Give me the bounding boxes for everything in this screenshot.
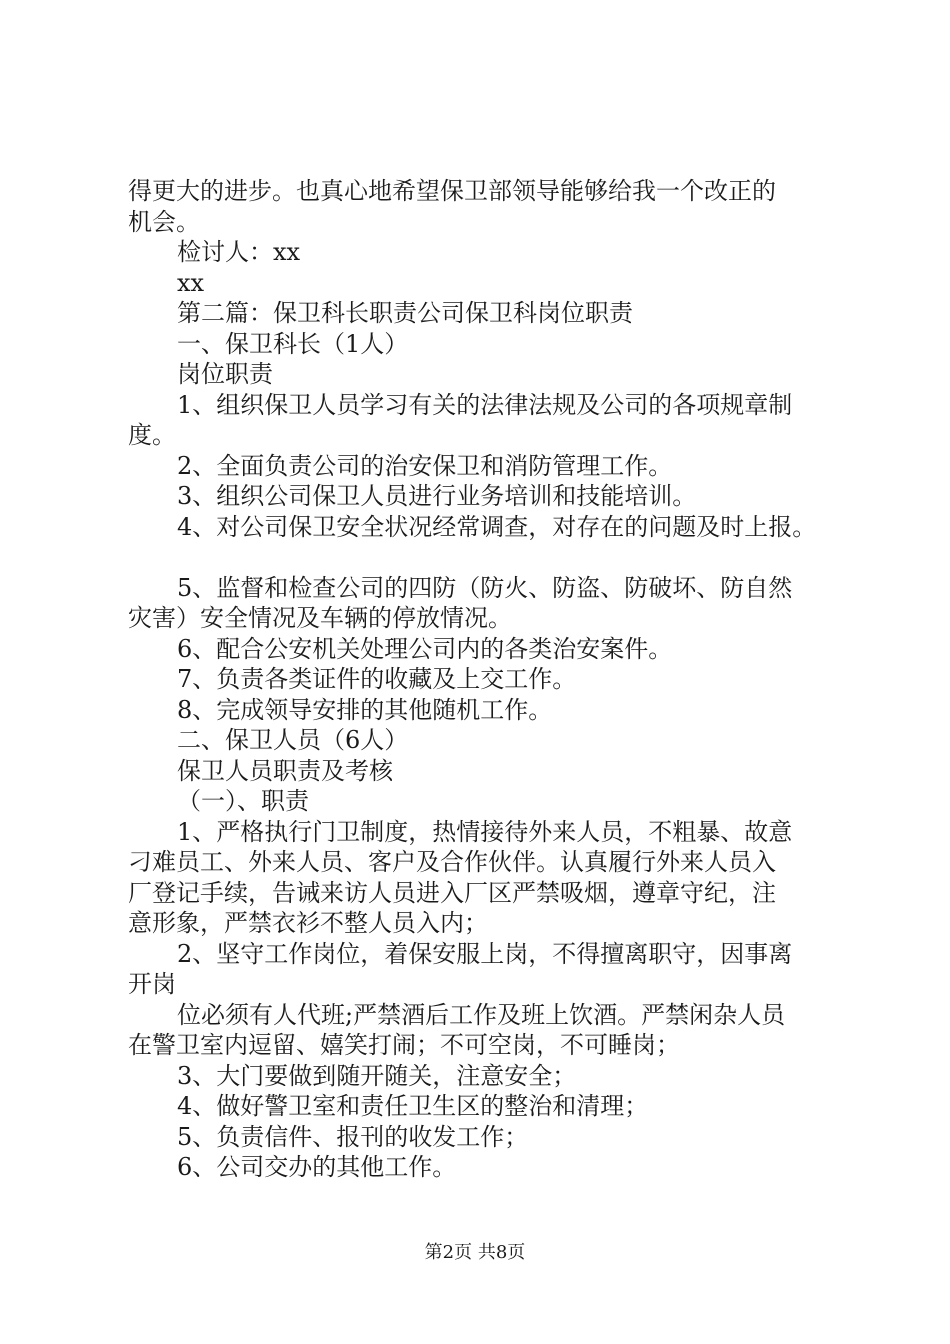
date-line: xx [177,268,205,297]
guard-item-2-cont-1: 开岗 [128,970,176,998]
duty-item-1-cont: 度。 [128,421,176,449]
guard-item-1-cont-2: 厂登记手续，告诫来访人员进入厂区严禁吸烟，遵章守纪，注 [128,878,776,907]
guard-item-3: 3、大门要做到随开随关，注意安全； [177,1061,577,1090]
guard-item-6: 6、公司交办的其他工作。 [177,1153,457,1181]
duty-item-5: 5、监督和检查公司的四防（防火、防盗、防破坏、防自然 [177,573,793,602]
guard-item-2: 2、坚守工作岗位，着保安服上岗，不得擅离职守，因事离 [177,939,793,968]
duty-item-7: 7、负责各类证件的收藏及上交工作。 [177,665,577,693]
guard-item-1-cont-1: 刁难员工、外来人员、客户及合作伙伴。认真履行外来人员入 [128,848,776,876]
guard-item-1: 1、严格执行门卫制度，热情接待外来人员，不粗暴、故意 [177,817,793,846]
signature-line: 检讨人：xx [177,238,301,266]
section-title: 第二篇：保卫科长职责公司保卫科岗位职责 [177,299,633,327]
text-line-2: 机会。 [128,207,200,236]
heading-guards: 二、保卫人员（6人） [177,726,409,754]
blank-line [128,542,838,573]
duty-item-2: 2、全面负责公司的治安保卫和消防管理工作。 [177,451,673,480]
duty-item-4: 4、对公司保卫安全状况经常调查，对存在的问题及时上报。 [177,512,817,541]
duty-item-3: 3、组织公司保卫人员进行业务培训和技能培训。 [177,482,697,510]
guard-item-1-cont-3: 意形象，严禁衣衫不整人员入内； [128,909,488,937]
duty-item-6: 6、配合公安机关处理公司内的各类治安案件。 [177,634,673,663]
guard-item-4: 4、做好警卫室和责任卫生区的整治和清理； [177,1092,649,1120]
heading-chief: 一、保卫科长（1人） [177,329,409,358]
guard-item-2-cont-3: 在警卫室内逗留、嬉笑打闹；不可空岗，不可睡岗； [128,1031,680,1059]
duty-item-8: 8、完成领导安排的其他随机工作。 [177,695,553,724]
guard-item-2-cont-2: 位必须有人代班;严禁酒后工作及班上饮酒。严禁闲杂人员 [177,1000,786,1029]
page-number: 第2页 共8页 [424,1242,526,1263]
duty-item-5-cont: 灾害）安全情况及车辆的停放情况。 [128,604,512,632]
document-body [128,176,838,1183]
duty-item-1: 1、组织保卫人员学习有关的法律法规及公司的各项规章制 [177,390,793,419]
subheading-duties: 岗位职责 [177,360,273,388]
subheading-guard-duties: 保卫人员职责及考核 [177,756,393,785]
subheading-responsibilities: （一）、职责 [177,787,309,815]
guard-item-5: 5、负责信件、报刊的收发工作； [177,1122,529,1151]
text-line-1: 得更大的进步。也真心地希望保卫部领导能够给我一个改正的 [128,177,776,205]
